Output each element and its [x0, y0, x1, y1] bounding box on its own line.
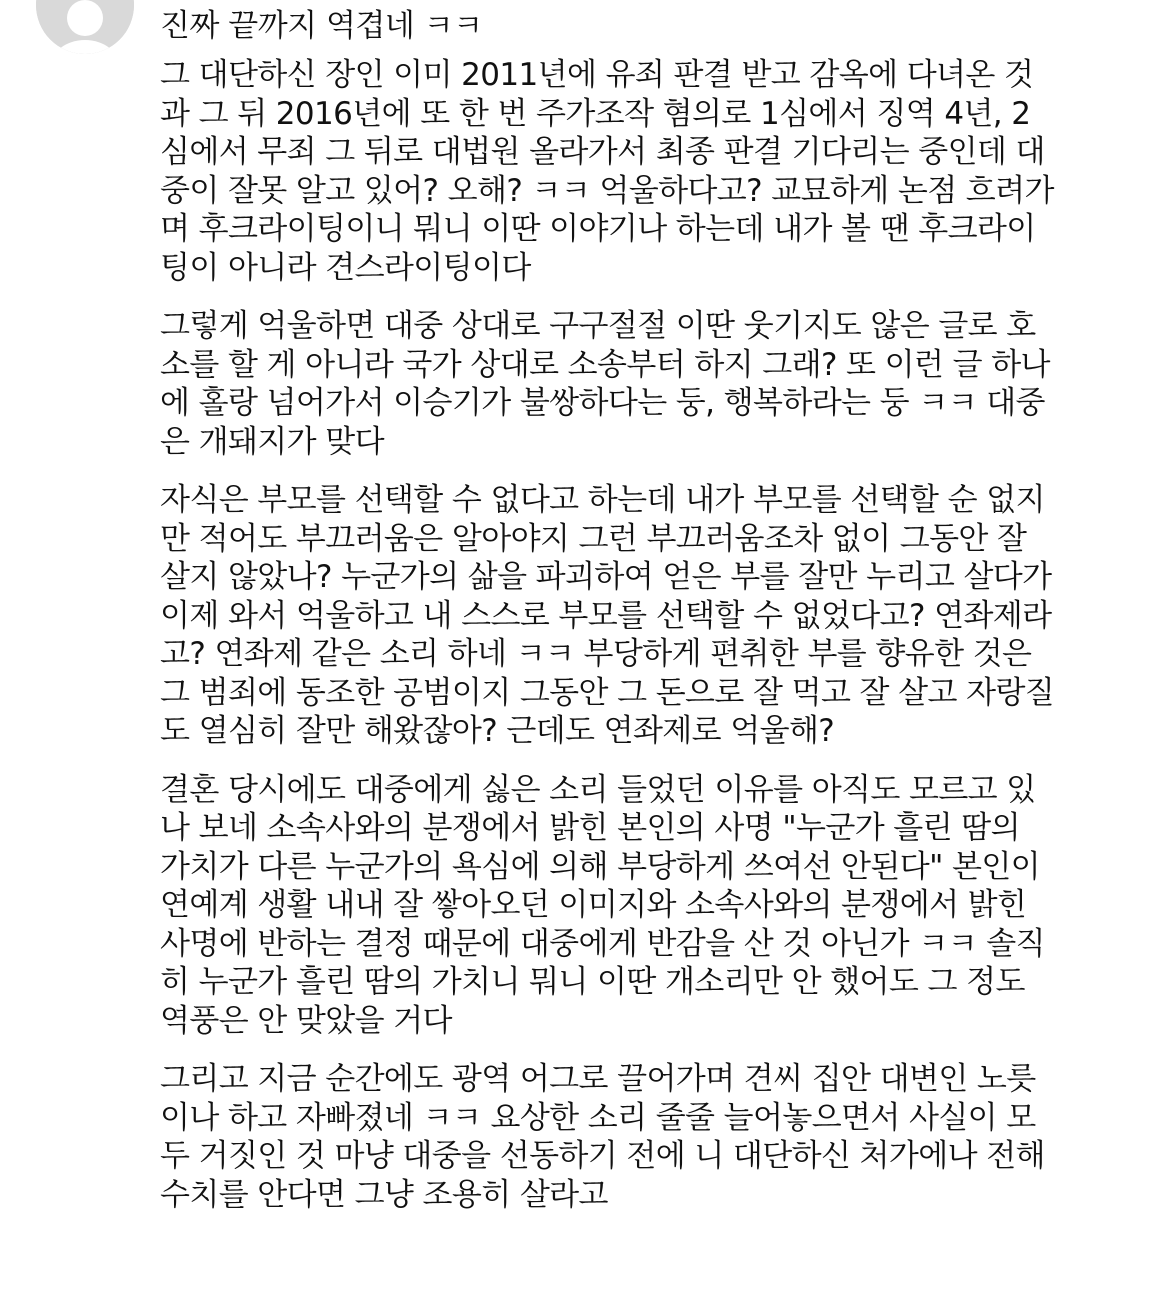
comment-first-line: 진짜 끝까지 역겹네 ㅋㅋ — [160, 8, 483, 44]
comment-line: 은 개돼지가 맞다 — [160, 423, 384, 460]
comment-line: 히 누군가 흘린 땀의 가치니 뭐니 이딴 개소리만 안 했어도 그 정도 — [160, 964, 1025, 1000]
comment-line: 도 열심히 잘만 해왔잖아? 근데도 연좌제로 억울해? — [160, 713, 835, 749]
comment-paragraph — [160, 481, 1122, 751]
comment-line: 이나 하고 자빠졌네 ㅋㅋ 요상한 소리 줄줄 늘어놓으면서 사실이 모 — [160, 1099, 1036, 1136]
comment-line: 살지 않았나? 누군가의 삶을 파괴하여 얻은 부를 잘만 누리고 살다가 — [160, 559, 1052, 595]
comment-paragraph — [160, 771, 1122, 1041]
comment-line: 그 범죄에 동조한 공범이지 그동안 그 돈으로 잘 먹고 잘 살고 자랑질 — [160, 674, 1055, 711]
comment-line: 고? 연좌제 같은 소리 하네 ㅋㅋ 부당하게 편취한 부를 향유한 것은 — [160, 636, 1032, 672]
comment-line: 두 거짓인 것 마냥 대중을 선동하기 전에 니 대단하신 처가에나 전해 — [160, 1138, 1045, 1174]
comment-line: 수치를 안다면 그냥 조용히 살라고 — [160, 1176, 608, 1213]
comment-line: 며 후크라이팅이니 뭐니 이딴 이야기나 하는데 내가 볼 땐 후크라이 — [160, 211, 1036, 247]
comment-line: 이제 와서 억울하고 내 스스로 부모를 선택할 수 없었다고? 연좌제라 — [160, 597, 1052, 634]
comment-line: 연예계 생활 내내 잘 쌓아오던 이미지와 소속사와의 분쟁에서 밝힌 — [160, 887, 1027, 923]
comment-line: 가치가 다른 누군가의 욕심에 의해 부당하게 쓰여선 안된다" 본인이 — [160, 848, 1041, 885]
comment-line: 그렇게 억울하면 대중 상대로 구구절절 이딴 웃기지도 않은 글로 호 — [160, 308, 1036, 344]
comment-line: 심에서 무죄 그 뒤로 대법원 올라가서 최종 판결 기다리는 중인데 대 — [160, 134, 1045, 170]
comment-line: 팅이 아니라 견스라이팅이다 — [160, 249, 531, 286]
comment-body — [160, 0, 1122, 1234]
comment-line: 에 홀랑 넘어가서 이승기가 불쌍하다는 둥, 행복하라는 둥 ㅋㅋ 대중 — [160, 385, 1045, 421]
comment-line: 중이 잘못 알고 있어? 오해? ㅋㅋ 억울하다고? 교묘하게 논점 흐려가 — [160, 172, 1054, 209]
comment-line: 결혼 당시에도 대중에게 싫은 소리 들었던 이유를 아직도 모르고 있 — [160, 771, 1036, 808]
comment-line: 그 대단하신 장인 이미 2011년에 유죄 판결 받고 감옥에 다녀온 것 — [160, 57, 1034, 93]
default-profile-icon — [36, 0, 134, 54]
comment-paragraphs — [160, 56, 1122, 1214]
comment-line: 과 그 뒤 2016년에 또 한 번 주가조작 혐의로 1심에서 징역 4년, 2 — [160, 95, 1031, 132]
comment-line: 나 보네 소속사와의 분쟁에서 밝힌 본인의 사명 "누군가 흘린 땀의 — [160, 810, 1020, 846]
comment-line: 소를 할 게 아니라 국가 상대로 소송부터 하지 그래? 또 이런 글 하나 — [160, 346, 1050, 383]
comment-line: 그리고 지금 순간에도 광역 어그로 끌어가며 견씨 집안 대변인 노릇 — [160, 1061, 1036, 1097]
comment-paragraph — [160, 56, 1122, 287]
comment-line: 사명에 반하는 결정 때문에 대중에게 반감을 산 것 아닌가 ㅋㅋ 솔직 — [160, 925, 1045, 962]
avatar[interactable] — [36, 0, 134, 54]
comment-line: 자식은 부모를 선택할 수 없다고 하는데 내가 부모를 선택할 순 없지 — [160, 482, 1045, 518]
comment-paragraph — [160, 1060, 1122, 1214]
comment-paragraph — [160, 307, 1122, 461]
comment-line: 역풍은 안 맞았을 거다 — [160, 1002, 452, 1039]
comment-line: 만 적어도 부끄러움은 알아야지 그런 부끄러움조차 없이 그동안 잘 — [160, 520, 1027, 557]
